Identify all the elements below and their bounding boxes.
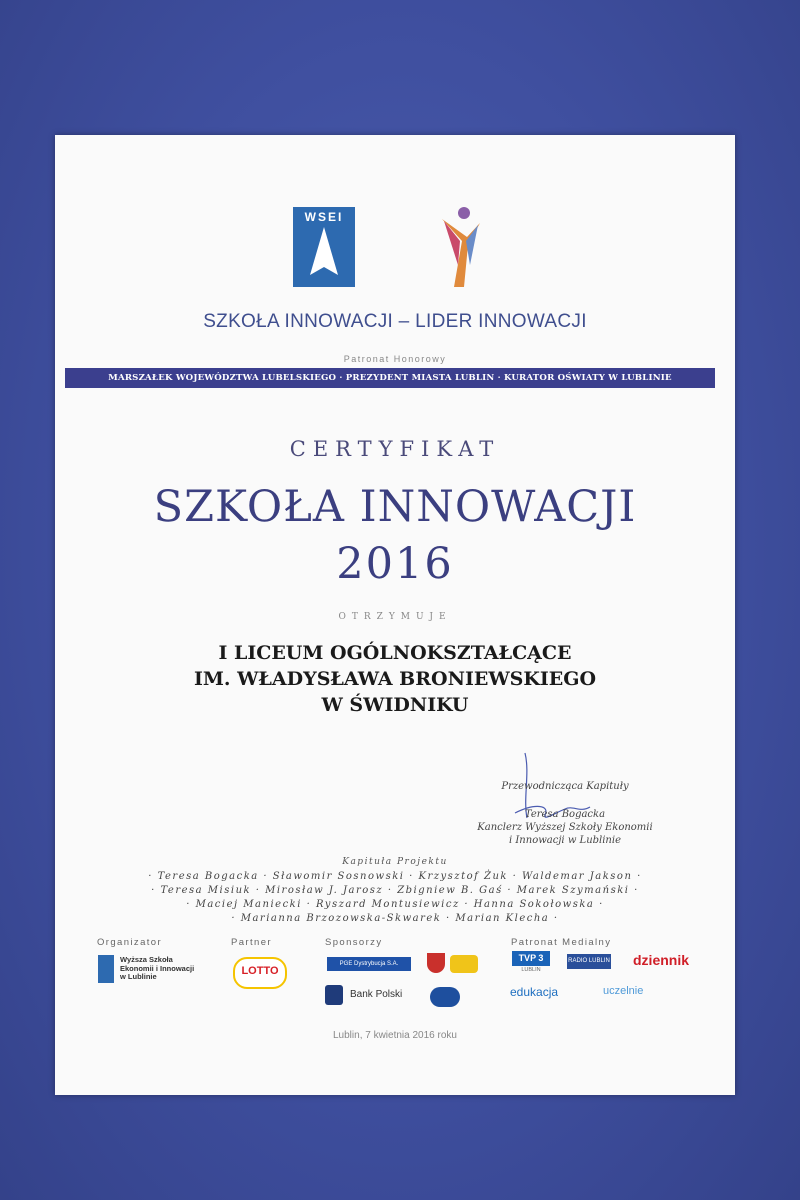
tvp3-sublabel: LUBLIN <box>521 967 541 973</box>
radio-lublin-logo: RADIO LUBLIN <box>567 954 611 969</box>
pge-logo: PGE Dystrybucja S.A. <box>327 957 411 971</box>
lotto-logo: LOTTO <box>233 957 287 989</box>
wsei-small-icon <box>98 955 114 983</box>
recipient-name <box>55 640 735 718</box>
innovation-figure-logo <box>440 205 482 290</box>
pko-bank-icon <box>325 985 343 1005</box>
signature-block <box>435 780 695 847</box>
organizer-label: Organizator <box>97 937 163 948</box>
arrow-icon <box>293 207 355 287</box>
coat-of-arms-icon <box>427 953 445 973</box>
tvp3-logo: TVP 3 <box>512 951 550 966</box>
edukacja-logo: edukacja <box>510 985 559 999</box>
dziennik-logo: dziennik <box>633 952 690 968</box>
uczelnie-logo: uczelnie <box>603 985 644 997</box>
recipient-line: I LICEUM OGÓLNOKSZTAŁCĄCE <box>218 642 572 664</box>
pko-bank-label: Bank Polski <box>350 989 403 1000</box>
recipient-line: IM. WŁADYSŁAWA BRONIEWSKIEGO <box>193 668 597 690</box>
signature-position: i Innowacji w Lublinie <box>508 835 621 846</box>
certificate-word: CERTYFIKAT <box>289 437 501 461</box>
certificate-title: SZKOŁA INNOWACJI <box>153 482 637 532</box>
recipient-line: W ŚWIDNIKU <box>321 694 469 716</box>
media-patron-label: Patronat Medialny <box>511 937 612 948</box>
organizer-logo <box>98 955 220 985</box>
kapitula-line: · Teresa Misiuk · Mirosław J. Jarosz · Zbigniew B. Gaś · Marek Szymański · <box>151 885 639 896</box>
receives-label: OTRZYMUJE <box>338 612 452 622</box>
issue-date: Lublin, 7 kwietnia 2016 roku <box>333 1030 457 1041</box>
patronat-bar: MARSZAŁEK WOJEWÓDZTWA LUBELSKIEGO · PREZYDENT MIASTA LUBLIN · KURATOR OŚWIATY W LUBLINIE <box>65 368 715 388</box>
certificate-paper <box>55 135 735 1095</box>
certificate-year: 2016 <box>336 539 454 589</box>
organizer-name: Wyższa Szkoła Ekonomii i Innowacji w Lublinie <box>120 955 195 981</box>
sponsors-label: Sponsorzy <box>325 937 383 948</box>
wsei-logo <box>293 207 355 287</box>
signature-name: Teresa Bogacka <box>524 809 606 820</box>
kapitula-line: · Maciej Maniecki · Ryszard Montusiewicz · Hanna Sokołowska · <box>186 899 604 910</box>
patronat-label: Patronat Honorowy <box>343 354 447 364</box>
partner-label: Partner <box>231 937 272 948</box>
project-tagline: SZKOŁA INNOWACJI – LIDER INNOWACJI <box>203 311 587 332</box>
kapitula-line: · Marianna Brzozowska-Skwarek · Marian Klecha · <box>231 913 559 924</box>
wsei-logo-letters: WSEI <box>304 210 344 224</box>
kapitula-names <box>95 870 695 926</box>
kapitula-line: · Teresa Bogacka · Sławomir Sosnowski · Krzysztof Żuk · Waldemar Jakson · <box>148 871 642 882</box>
swidnik-logo-icon <box>430 987 460 1007</box>
signature-role: Przewodnicząca Kapituły <box>501 781 629 792</box>
sponsor-crest-icon <box>450 955 478 973</box>
kapitula-label: Kapituła Projektu <box>342 857 448 867</box>
signature-position: Kanclerz Wyższej Szkoły Ekonomii <box>477 822 653 833</box>
